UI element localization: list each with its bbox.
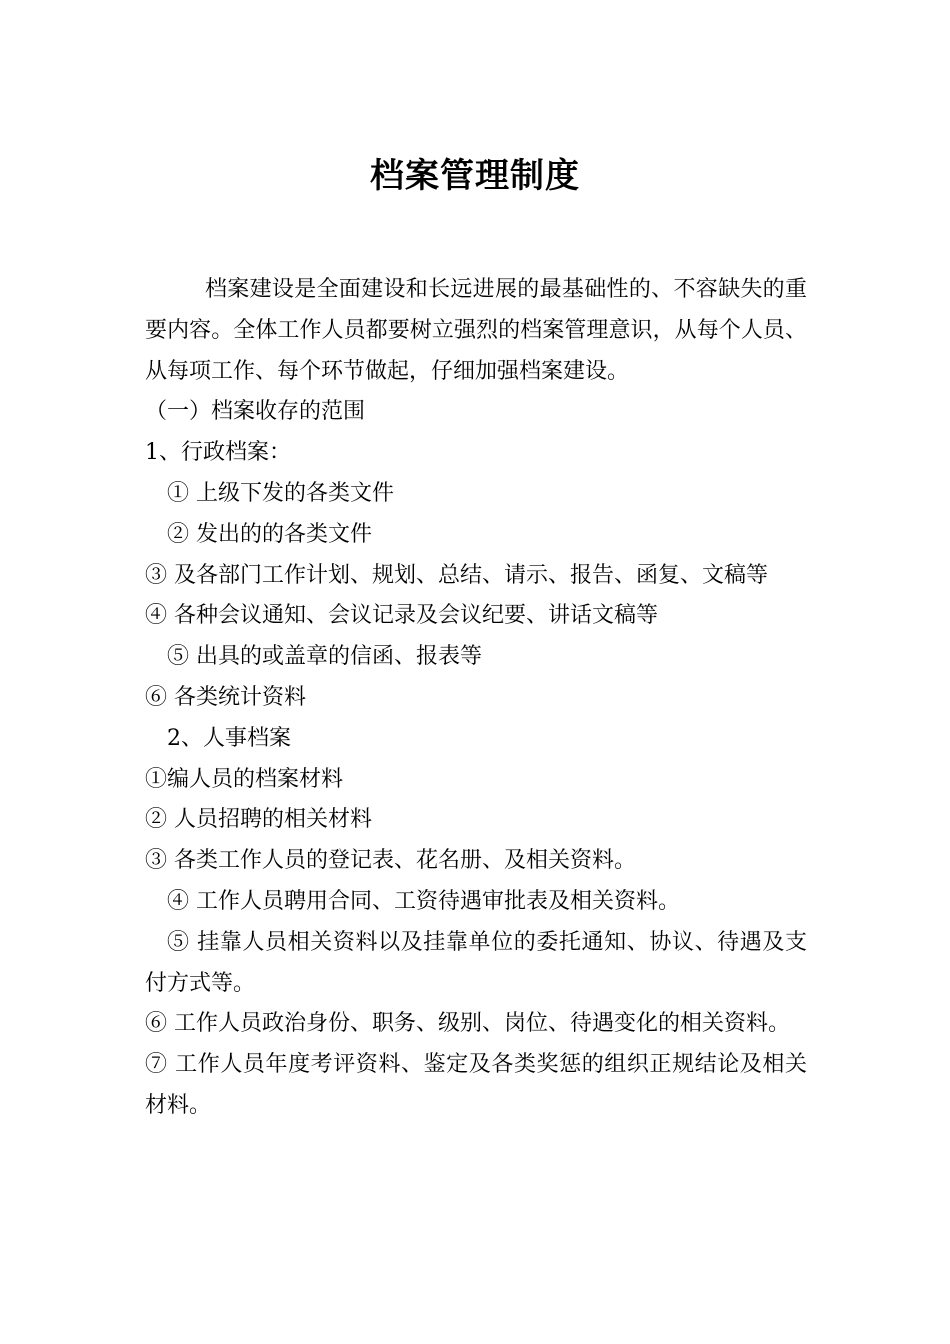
document-body — [145, 270, 807, 1127]
intro-paragraph: 档案建设是全面建设和长远进展的最基础性的、不容缺失的重要内容。全体工作人员都要树立强烈的档案管理意识，从每个人员、从每项工作、每个环节做起，仔细加强档案建设。 — [145, 277, 807, 384]
list-item: ⑤ 挂靠人员相关资料以及挂靠单位的委托通知、协议、待遇及支付方式等。 — [145, 929, 807, 996]
list-item: ④ 各种会议通知、会议记录及会议纪要、讲话文稿等 — [145, 603, 658, 629]
list-item: ② 发出的的各类文件 — [167, 521, 372, 547]
list-item: ⑤ 出具的或盖章的信函、报表等 — [167, 644, 482, 670]
document-title: 档案管理制度 — [370, 156, 580, 196]
list-item: ⑦ 工作人员年度考评资料、鉴定及各类奖惩的组织正规结论及相关材料。 — [145, 1052, 807, 1118]
list-item: ② 人员招聘的相关材料 — [145, 807, 372, 833]
section-heading-scope: （一）档案收存的范围 — [145, 399, 366, 425]
list-item: ①编人员的档案材料 — [145, 766, 344, 792]
list-item: ① 上级下发的各类文件 — [167, 480, 394, 506]
subsection-heading-admin: 1、行政档案： — [145, 440, 291, 466]
subsection-heading-personnel: 2、人事档案 — [167, 725, 291, 751]
list-item: ③ 及各部门工作计划、规划、总结、请示、报告、函复、文稿等 — [145, 562, 768, 588]
list-item: ③ 各类工作人员的登记表、花名册、及相关资料。 — [145, 848, 636, 874]
list-item: ⑥ 各类统计资料 — [145, 684, 306, 710]
list-item: ⑥ 工作人员政治身份、职务、级别、岗位、待遇变化的相关资料。 — [145, 1011, 790, 1037]
list-item: ④ 工作人员聘用合同、工资待遇审批表及相关资料。 — [167, 888, 680, 914]
